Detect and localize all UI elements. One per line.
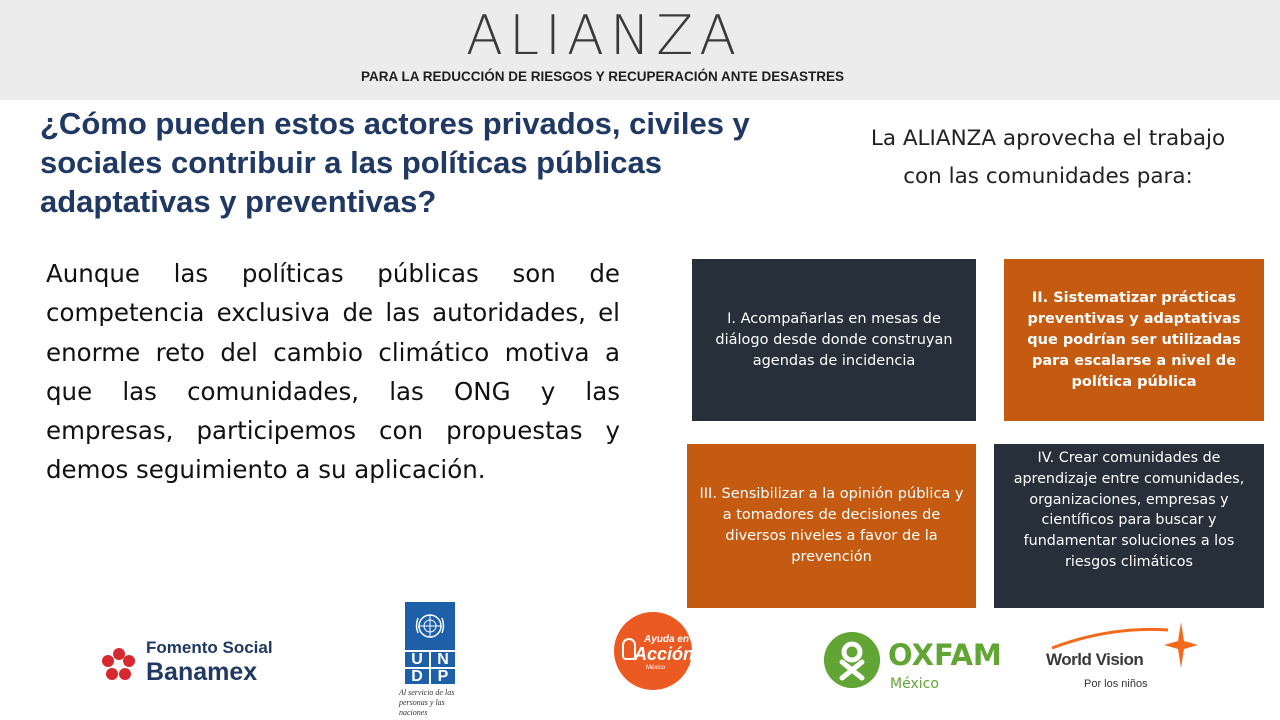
banamex-line1: Fomento Social [146, 638, 273, 657]
undp-subtitle: Al servicio de las personas y las naciones [399, 688, 455, 717]
world-vision-swoosh-icon [1050, 624, 1170, 650]
undp-letter: N [431, 652, 455, 667]
ayuda-en-accion-logo [614, 612, 695, 690]
oxfam-name: OXFAM [888, 638, 1002, 672]
ayuda-line3: México [646, 665, 666, 671]
undp-logo [399, 602, 455, 718]
undp-emblem-tile [405, 602, 455, 650]
header-band [0, 0, 1280, 100]
undp-letter: P [431, 669, 455, 684]
un-emblem-icon [413, 609, 447, 643]
undp-letter: D [405, 669, 429, 684]
body-paragraph: Aunque las políticas públicas son de competencia exclusiva de las autoridades, el enorme reto del cambio climático motiva a que las comunidades, las ONG y las empresas, participemos con propuestas y demos seguimiento a su aplicación. [46, 259, 620, 485]
banamex-logo [100, 632, 280, 692]
slide-question: ¿Cómo pueden estos actores privados, civiles y sociales contribuir a las políticas públicas adaptativas y preventivas? [40, 106, 750, 219]
world-vision-sub: Por los niños [1084, 678, 1148, 690]
action-box-2: II. Sistematizar prácticas preventivas y adaptativas que podrían ser utilizadas para escalarse a nivel de política pública [1004, 259, 1264, 421]
undp-letters [405, 652, 455, 684]
ayuda-line1: Ayuda en [644, 634, 690, 645]
oxfam-logo [824, 632, 1002, 694]
oxfam-mark-icon [824, 632, 880, 688]
banamex-line2: Banamex [146, 658, 258, 686]
oxfam-country: México [890, 676, 939, 692]
action-box-4: IV. Crear comunidades de aprendizaje entre comunidades, organizaciones, empresas y científicos para buscar y fundamentar soluciones a los riesgos climáticos [994, 444, 1264, 608]
header-tagline: PARA LA REDUCCIÓN DE RIESGOS Y RECUPERACIÓN ANTE DESASTRES [360, 69, 845, 84]
banamex-flower-icon [100, 646, 138, 684]
undp-letter: U [405, 652, 429, 667]
action-box-3: III. Sensibilizar a la opinión pública y a tomadores de decisiones de diversos niveles a favor de la prevención [687, 444, 976, 608]
alianza-logo: ALIANZA [466, 4, 743, 67]
action-box-1: I. Acompañarlas en mesas de diálogo desde donde construyan agendas de incidencia [692, 259, 976, 421]
aside-intro: La ALIANZA aprovecha el trabajo con las comunidades para: [870, 126, 1226, 189]
world-vision-name: World Vision [1046, 650, 1144, 669]
world-vision-logo [1014, 620, 1198, 696]
ayuda-line2: Acción [634, 644, 695, 664]
